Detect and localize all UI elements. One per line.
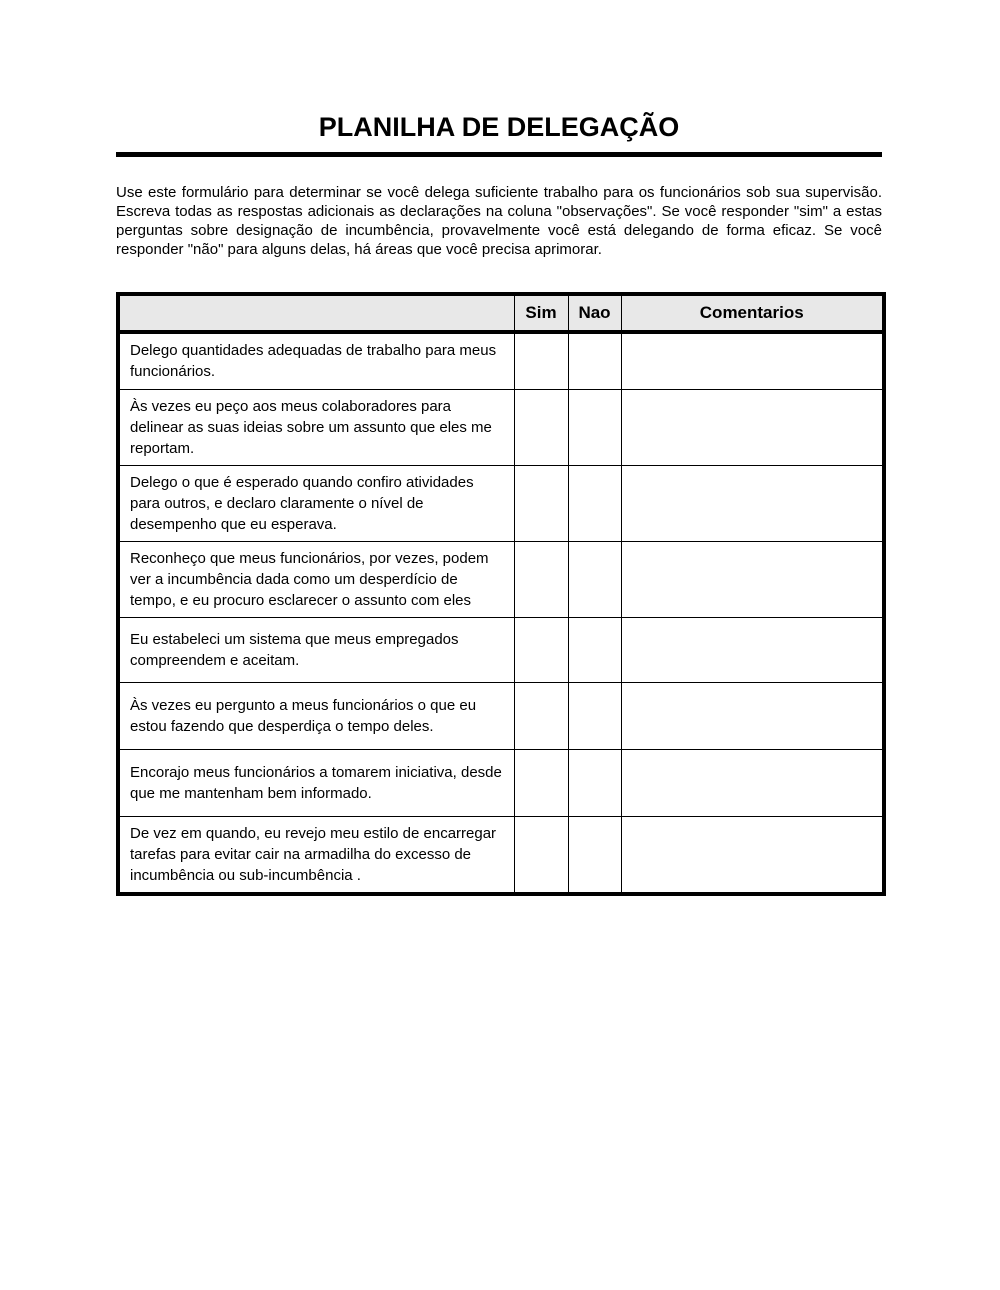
delegation-checklist-table [116,292,886,896]
sim-answer-cell [514,465,568,541]
question-cell: De vez em quando, eu revejo meu estilo de encarregar tarefas para evitar cair na armadilha do excesso de incumbência ou sub-incumbência . [118,816,514,894]
header-cell-comentarios: Comentarios [621,294,884,332]
table-row [118,541,884,617]
nao-answer-cell [568,816,621,894]
header-cell-sim: Sim [514,294,568,332]
nao-answer-cell [568,332,621,389]
header-cell-nao: Nao [568,294,621,332]
nao-answer-cell [568,682,621,749]
nao-answer-cell [568,541,621,617]
question-cell: Eu estabeleci um sistema que meus empregados compreendem e aceitam. [118,617,514,682]
question-cell: Às vezes eu pergunto a meus funcionários o que eu estou fazendo que desperdiça o tempo deles. [118,682,514,749]
header-cell-question [118,294,514,332]
table-row [118,682,884,749]
comments-cell [621,332,884,389]
sim-answer-cell [514,617,568,682]
sim-answer-cell [514,541,568,617]
question-cell: Delego quantidades adequadas de trabalho para meus funcionários. [118,332,514,389]
question-cell: Reconheço que meus funcionários, por vezes, podem ver a incumbência dada como um desperdício de tempo, e eu procuro esclarecer o assunto com eles [118,541,514,617]
question-cell: Às vezes eu peço aos meus colaboradores para delinear as suas ideias sobre um assunto que eles me reportam. [118,389,514,465]
nao-answer-cell [568,617,621,682]
comments-cell [621,749,884,816]
comments-cell [621,465,884,541]
sim-answer-cell [514,816,568,894]
sim-answer-cell [514,682,568,749]
table-row [118,816,884,894]
sim-answer-cell [514,389,568,465]
nao-answer-cell [568,465,621,541]
document-content [116,0,882,896]
question-cell: Encorajo meus funcionários a tomarem iniciativa, desde que me mantenham bem informado. [118,749,514,816]
page-title: PLANILHA DE DELEGAÇÃO [318,112,680,142]
comments-cell [621,682,884,749]
comments-cell [621,617,884,682]
nao-answer-cell [568,749,621,816]
comments-cell [621,541,884,617]
sim-answer-cell [514,332,568,389]
question-cell: Delego o que é esperado quando confiro atividades para outros, e declaro claramente o nível de desempenho que eu esperava. [118,465,514,541]
comments-cell [621,389,884,465]
title-divider [116,152,882,157]
table-row [118,332,884,389]
table-row [118,389,884,465]
comments-cell [621,816,884,894]
intro-paragraph: Use este formulário para determinar se você delega suficiente trabalho para os funcionários sob sua supervisão. Escreva todas as respostas adicionais as declarações na coluna "observações". Se você responder "sim" a estas perguntas sobre designação de incumbência, provavelmente você está delegando de forma eficaz. Se você responder "não" para alguns delas, há áreas que você precisa aprimorar. [116,184,882,258]
table-row [118,617,884,682]
table-row [118,465,884,541]
nao-answer-cell [568,389,621,465]
table-header-row [118,294,884,332]
sim-answer-cell [514,749,568,816]
table-row [118,749,884,816]
